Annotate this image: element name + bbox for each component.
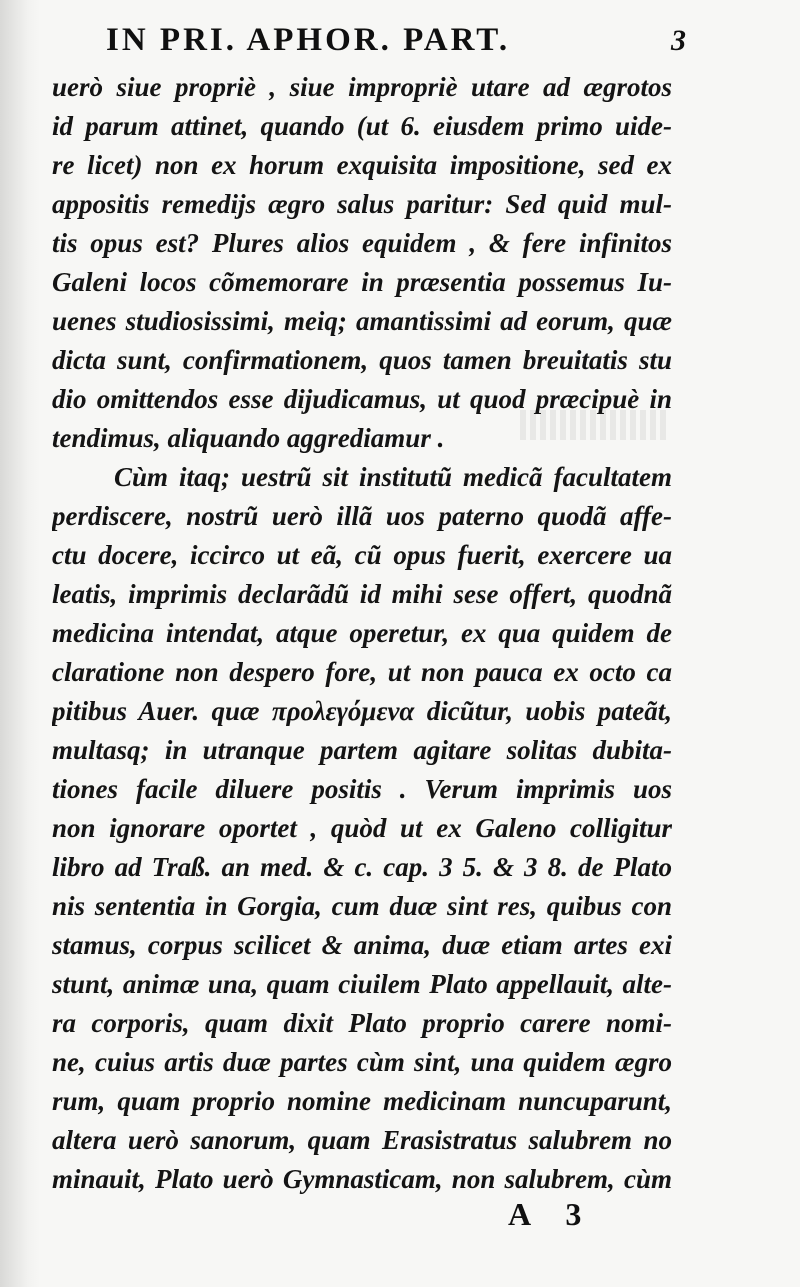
text-line: ctu docere, iccirco ut eã, cũ opus fuerit, exercere ua: [52, 540, 672, 570]
running-head: [96, 22, 696, 66]
body-text: [52, 68, 672, 1199]
text-line: uerò siue propriè , siue impropriè utare ad ægrotos: [52, 72, 672, 102]
text-line: dio omittendos esse dijudicamus, ut quod præcipuè in: [52, 384, 672, 414]
gutter-shadow: [0, 0, 40, 1287]
text-line: nis sententia in Gorgia, cum duæ sint res, quibus con: [52, 891, 672, 921]
text-line: id parum attinet, quando (ut 6. eiusdem primo uide-: [52, 111, 672, 141]
text-line: rum, quam proprio nomine medicinam nuncuparunt,: [52, 1086, 672, 1116]
text-line: pitibus Auer. quæ προλεγόμενα dicũtur, uobis pateãt,: [52, 696, 672, 726]
text-line: stamus, corpus scilicet & anima, duæ etiam artes exi: [52, 930, 672, 960]
text-line: leatis, imprimis declarãdũ id mihi sese offert, quodnã: [52, 579, 672, 609]
text-line: stunt, animæ una, quam ciuilem Plato appellauit, alte-: [52, 969, 672, 999]
text-line: tendimus, aliquando aggrediamur .: [52, 423, 445, 453]
text-line: perdiscere, nostrũ uerò illã uos paterno quodã affe-: [52, 501, 672, 531]
text-line: uenes studiosissimi, meiq; amantissimi ad eorum, quæ: [52, 306, 672, 336]
text-line: re licet) non ex horum exquisita impositione, sed ex: [52, 150, 672, 180]
text-line: tiones facile diluere positis . Verum imprimis uos: [52, 774, 672, 804]
text-line: dicta sunt, confirmationem, quos tamen breuitatis stu: [52, 345, 672, 375]
text-line: ra corporis, quam dixit Plato proprio carere nomi-: [52, 1008, 672, 1038]
page-number: 3: [671, 24, 686, 57]
text-line: Galeni locos cõmemorare in præsentia possemus Iu-: [52, 267, 672, 297]
text-line: altera uerò sanorum, quam Erasistratus salubrem no: [52, 1125, 672, 1155]
running-title: IN PRI. APHOR. PART.: [106, 22, 511, 58]
text-line: non ignorare oportet , quòd ut ex Galeno colligitur: [52, 813, 672, 843]
text-line: medicina intendat, atque operetur, ex qua quidem de: [52, 618, 672, 648]
text-line: tis opus est? Plures alios equidem , & fere infinitos: [52, 228, 672, 258]
text-line: multasq; in utranque partem agitare solitas dubita-: [52, 735, 672, 765]
text-line: minauit, Plato uerò Gymnasticam, non salubrem, cùm: [52, 1164, 672, 1194]
text-line: claratione non despero fore, ut non pauca ex octo ca: [52, 657, 672, 687]
paragraph-start-line: Cùm itaq; uestrũ sit institutũ medicã facultatem: [114, 462, 672, 492]
text-line: ne, cuius artis duæ partes cùm sint, una quidem ægro: [52, 1047, 672, 1077]
text-line: libro ad Traß. an med. & c. cap. 3 5. & 3 8. de Plato: [52, 852, 672, 882]
text-line: appositis remedijs ægro salus paritur: Sed quid mul-: [52, 189, 672, 219]
signature-mark: A 3: [508, 1196, 596, 1232]
